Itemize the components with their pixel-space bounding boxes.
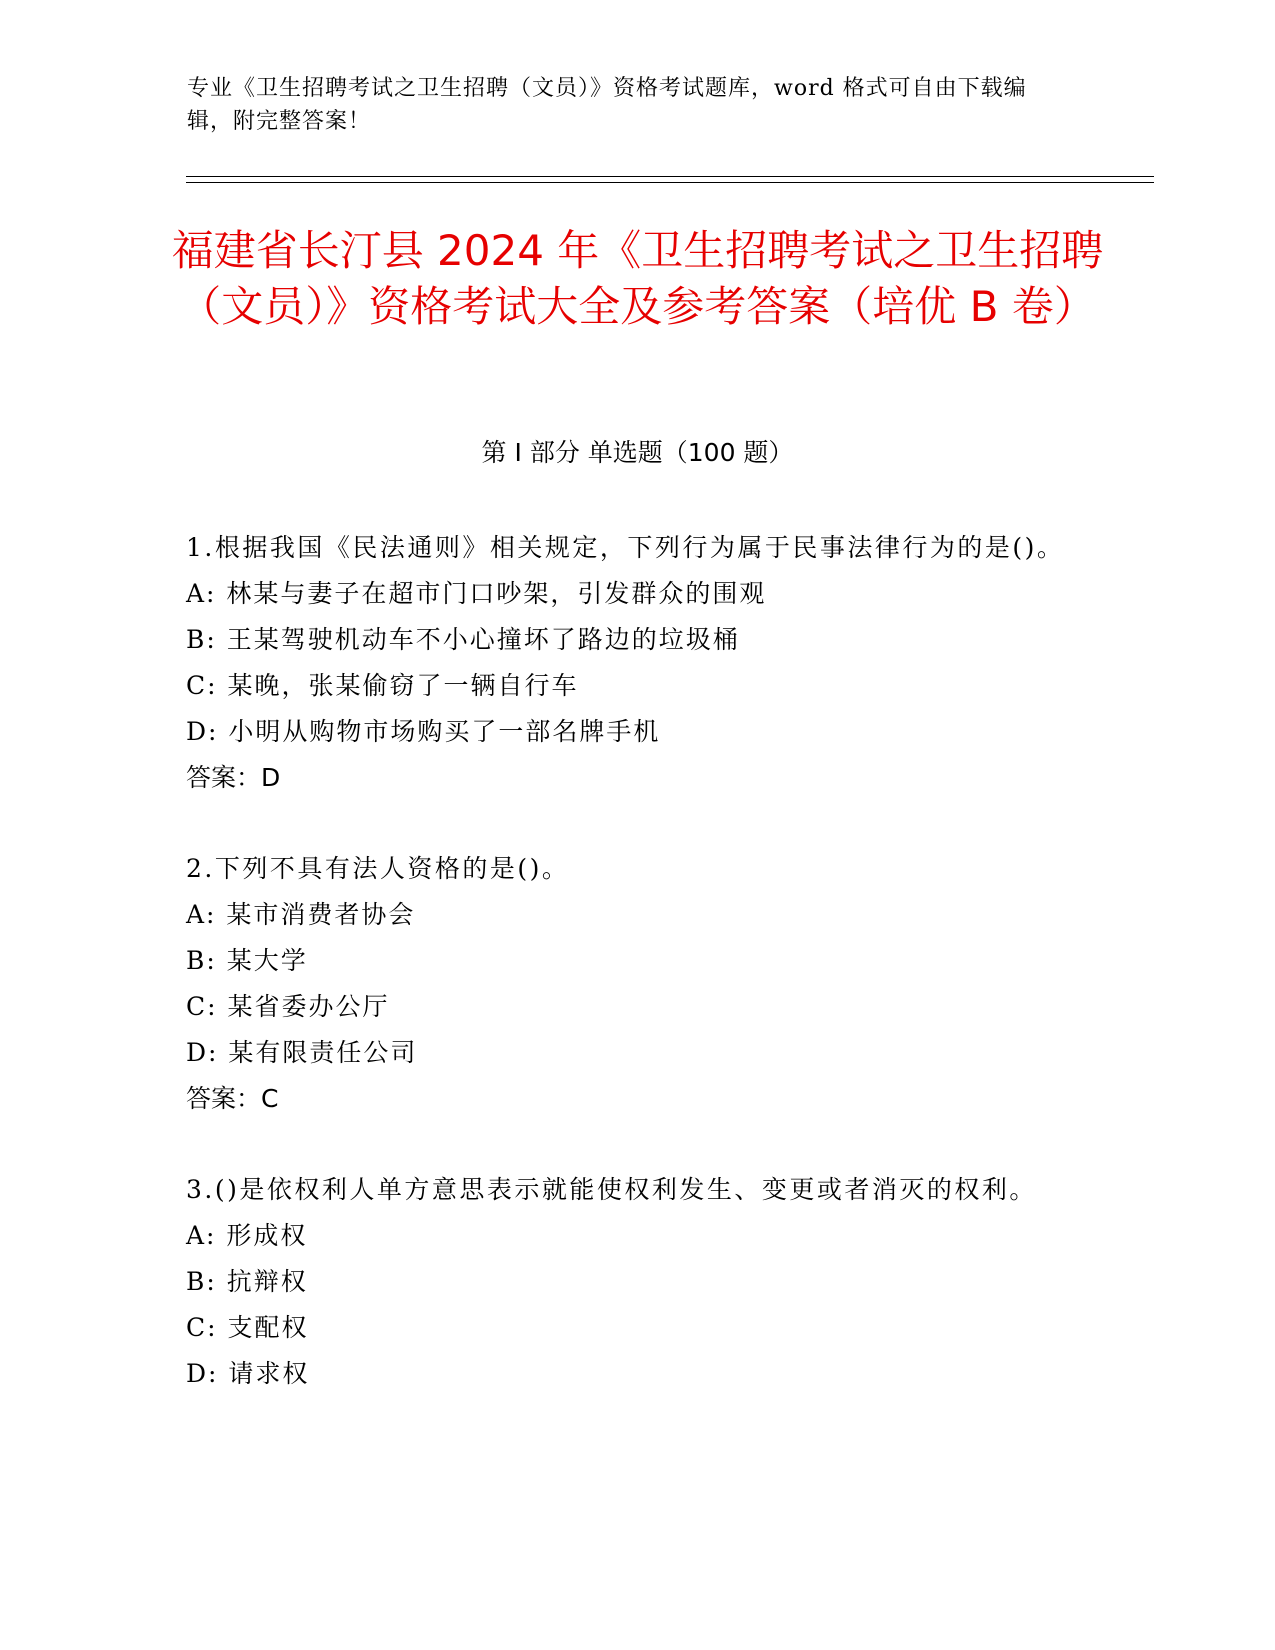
option-c: C: 支配权 — [186, 1313, 309, 1342]
question-3 — [186, 1167, 1066, 1397]
answer: 答案：D — [186, 763, 281, 792]
option-b: B: 王某驾驶机动车不小心撞坏了路边的垃圾桶 — [186, 625, 740, 654]
section-heading: 第 I 部分 单选题（100 题） — [481, 438, 794, 467]
document-title: 福建省长汀县 2024 年《卫生招聘考试之卫生招聘（文员）》资格考试大全及参考答案（培优 B 卷） — [171, 226, 1104, 331]
option-a: A: 某市消费者协会 — [186, 900, 416, 929]
option-d: D: 小明从购物市场购买了一部名牌手机 — [186, 717, 661, 746]
answer: 答案：C — [186, 1084, 279, 1113]
option-a: A: 林某与妻子在超市门口吵架，引发群众的围观 — [186, 579, 767, 608]
question-stem: 3.()是依权利人单方意思表示就能使权利发生、变更或者消灭的权利。 — [186, 1175, 1037, 1204]
option-a: A: 形成权 — [186, 1221, 308, 1250]
question-list — [186, 525, 1066, 1442]
question-1 — [186, 525, 1066, 801]
option-d: D: 某有限责任公司 — [186, 1038, 418, 1067]
header-note: 专业《卫生招聘考试之卫生招聘（文员）》资格考试题库，word 格式可自由下载编辑，附完整答案！ — [187, 76, 1027, 134]
option-b: B: 某大学 — [186, 946, 308, 975]
option-c: C: 某晚，张某偷窃了一辆自行车 — [186, 671, 579, 700]
option-d: D: 请求权 — [186, 1359, 310, 1388]
question-2 — [186, 846, 1066, 1122]
question-stem: 1.根据我国《民法通则》相关规定，下列行为属于民事法律行为的是()。 — [186, 533, 1065, 562]
header-divider-bottom — [186, 182, 1154, 183]
header-divider-top — [186, 176, 1154, 177]
option-c: C: 某省委办公厅 — [186, 992, 390, 1021]
option-b: B: 抗辩权 — [186, 1267, 308, 1296]
question-stem: 2.下列不具有法人资格的是()。 — [186, 854, 570, 883]
